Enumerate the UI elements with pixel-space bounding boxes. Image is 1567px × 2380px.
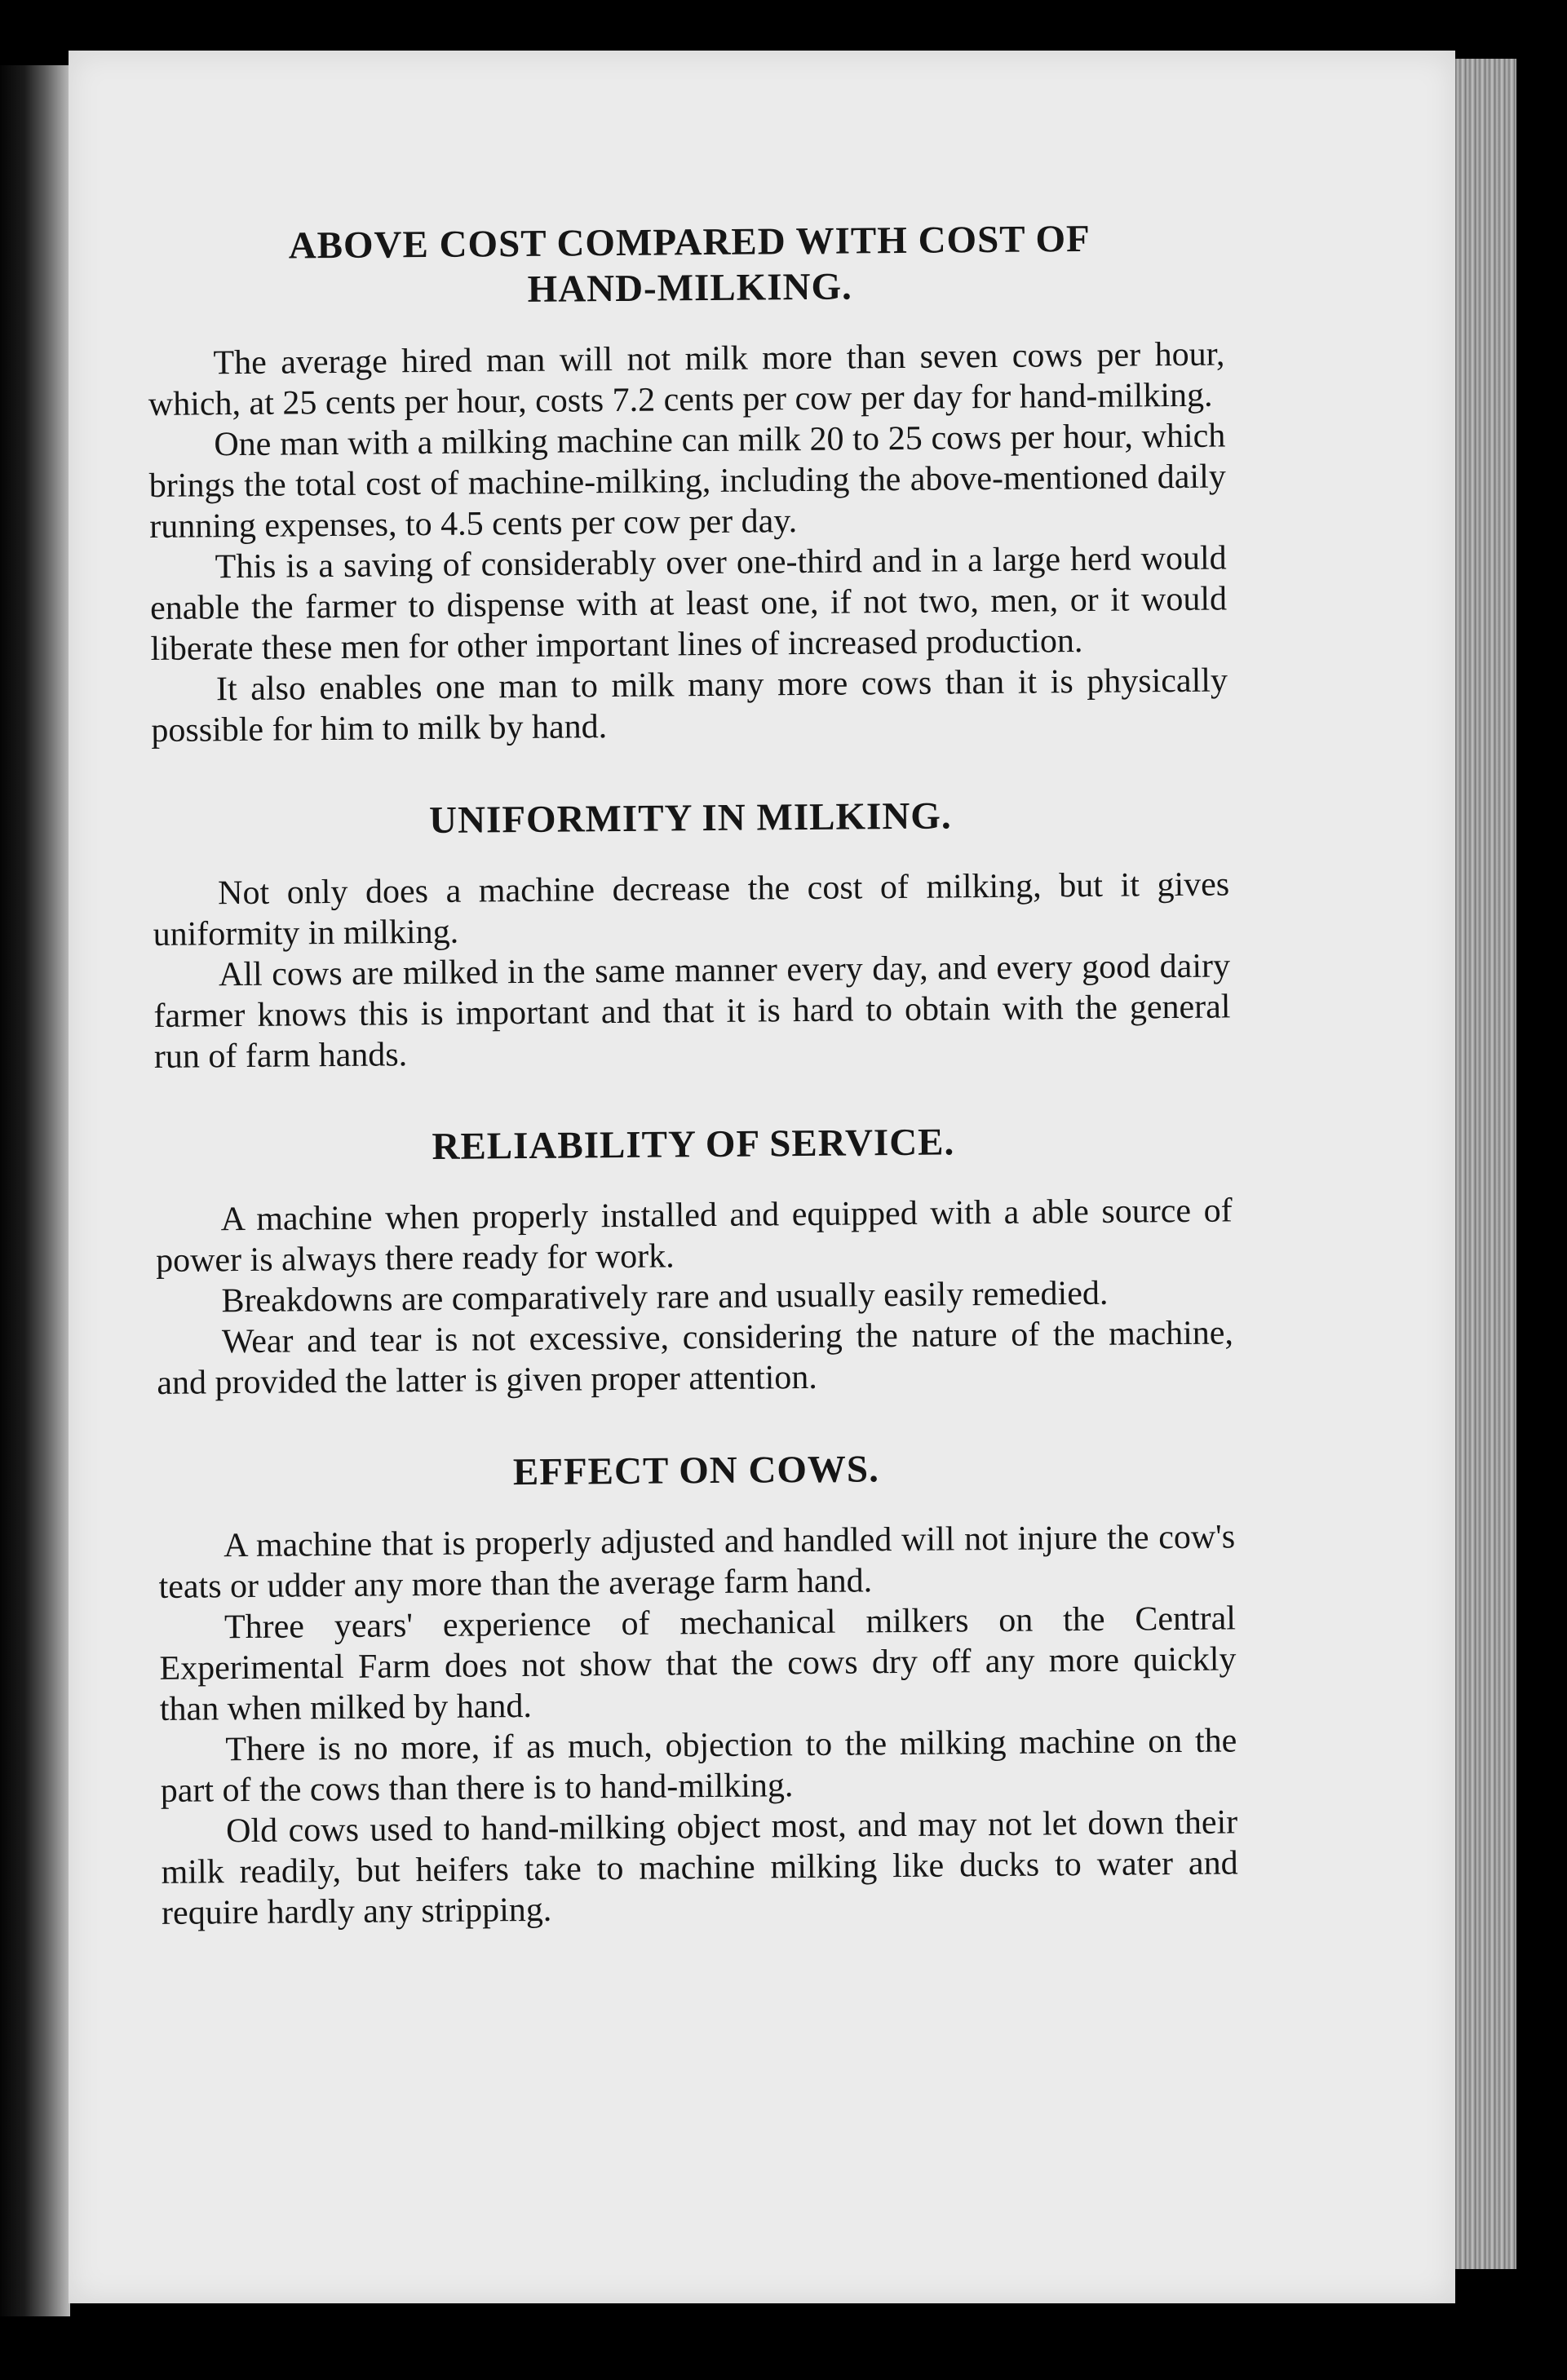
page-content — [147, 215, 1238, 1933]
paragraph: Three years' experience of mechanical milkers on the Central Experimental Farm does not show that the cows dry off any more quickly than when milked by hand. — [159, 1599, 1237, 1728]
heading-line-2: HAND-MILKING. — [527, 265, 852, 311]
section-heading: UNIFORMITY IN MILKING. — [428, 794, 952, 843]
section-heading — [155, 215, 1224, 315]
paragraph: One man with a milking machine can milk 20 to 25 cows per hour, which brings the total cost of machine-milking, including the above-mentioned daily running expenses, to 4.5 cents per cow per day. — [148, 417, 1226, 546]
heading-line-1: ABOVE COST COMPARED WITH COST OF — [288, 217, 1091, 268]
paragraph: All cows are milked in the same manner every day, and every good dairy farmer knows this is important and that it is hard to obtain with the general run of farm hands. — [153, 947, 1231, 1076]
paragraph: This is a saving of considerably over one-third and in a large herd would enable the farmer to dispense with at least one, if not two, men, or it would liberate these men for other important lines of increased production. — [149, 539, 1228, 668]
paragraph: Old cows used to hand-milking object most, and may not let down their milk readily, but heifers take to machine milking like ducks to water and require hardly any stripping. — [161, 1803, 1238, 1932]
section-heading: EFFECT ON COWS. — [512, 1448, 880, 1494]
paragraph: Wear and tear is not excessive, considering the nature of the machine, and provided the latter is given proper attention. — [157, 1314, 1234, 1402]
section-effect-on-cows — [157, 1443, 1238, 1933]
section-uniformity — [152, 790, 1231, 1077]
paragraph: Breakdowns are comparatively rare and usually easily remedied. — [221, 1274, 1109, 1321]
paragraph: A machine when properly installed and equipped with a able source of power is always there ready for work. — [155, 1192, 1233, 1280]
paragraph: It also enables one man to milk many more cows than it is physically possible for him to milk by hand. — [151, 661, 1228, 750]
section-reliability — [155, 1117, 1234, 1404]
section-cost-comparison — [147, 215, 1228, 750]
section-heading: RELIABILITY OF SERVICE. — [432, 1121, 955, 1168]
paragraph: Not only does a machine decrease the cost of milking, but it gives uniformity in milking. — [153, 865, 1230, 953]
paragraph: The average hired man will not milk more than seven cows per hour, which, at 25 cents per hour, costs 7.2 cents per cow per day for hand-milking. — [148, 335, 1225, 423]
adjacent-page-edge — [0, 65, 70, 2316]
paragraph: There is no more, if as much, objection to the milking machine on the part of the cows than there is to hand-milking. — [160, 1722, 1237, 1810]
paragraph: A machine that is properly adjusted and handled will not injure the cow's teats or udder any more than the average farm hand. — [158, 1518, 1236, 1606]
book-page-edges — [1455, 59, 1516, 2269]
